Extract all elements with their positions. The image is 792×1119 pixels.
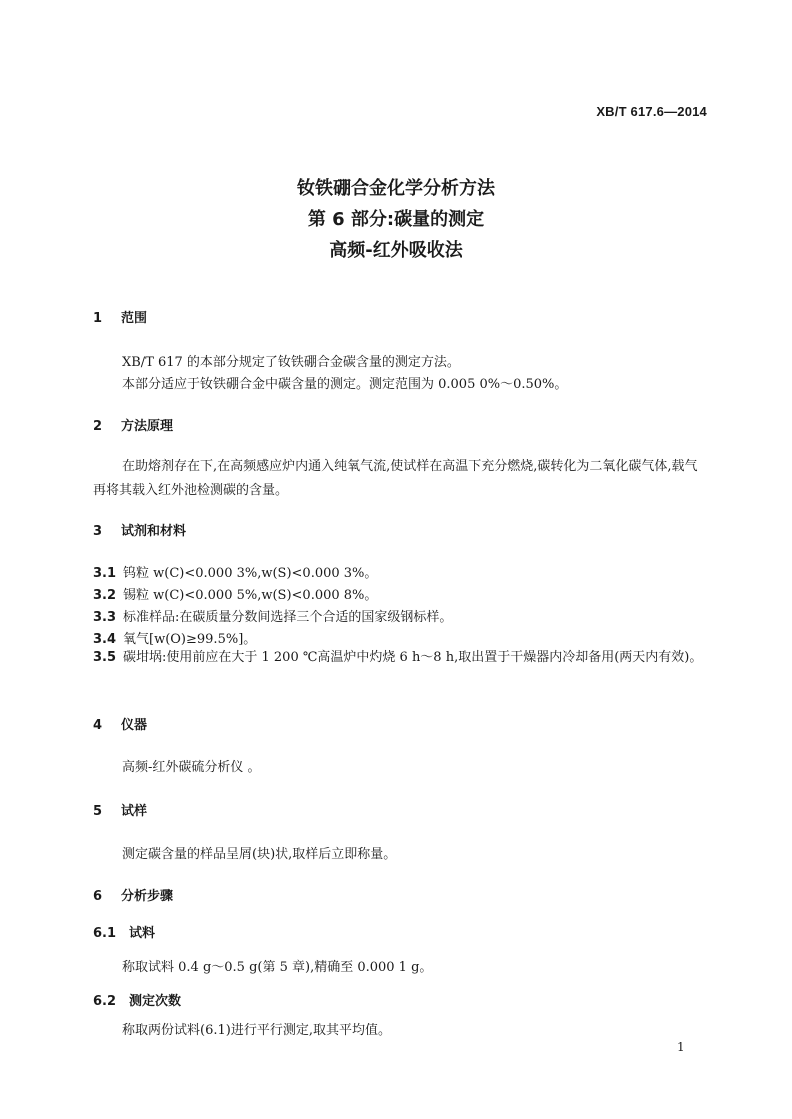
title-line-2: 第 6 部分:碳量的测定	[307, 209, 485, 230]
section-number: 2	[93, 419, 103, 434]
item-number: 3.5	[93, 650, 117, 665]
subsection-6-1-heading	[93, 922, 155, 941]
subsection-title: 测定次数	[129, 994, 182, 1009]
section-title: 分析步骤	[121, 889, 174, 904]
item-text: 标准样品:在碳质量分数间选择三个合适的国家级钢标样。	[123, 610, 453, 625]
section-number: 6	[93, 889, 103, 904]
item-number: 3.3	[93, 610, 117, 625]
section-4-para-1: 高频-红外碳硫分析仪 。	[122, 760, 261, 775]
section-title: 试样	[121, 804, 148, 819]
subsection-number: 6.2	[93, 994, 117, 1009]
subsection-title: 试料	[129, 926, 156, 941]
item-number: 3.4	[93, 632, 117, 647]
title-line-3: 高频-红外吸收法	[329, 240, 463, 261]
section-2-para-1: 在助熔剂存在下,在高频感应炉内通入纯氧气流,使试样在高温下充分燃烧,碳转化为二氧化碳气体,载气再将其载入红外池检测碳的含量。	[93, 459, 698, 498]
list-item-3-5	[93, 646, 705, 669]
item-number: 3.1	[93, 566, 117, 581]
section-5-para-1: 测定碳含量的样品呈屑(块)状,取样后立即称量。	[122, 847, 397, 862]
section-5-heading	[93, 800, 147, 819]
section-title: 范围	[121, 311, 148, 326]
section-number: 4	[93, 718, 103, 733]
section-4-heading	[93, 714, 147, 733]
subsection-6-1-para-1: 称取试料 0.4 g～0.5 g(第 5 章),精确至 0.000 1 g。	[122, 960, 433, 975]
section-6-heading	[93, 885, 173, 904]
list-item-3-1	[93, 562, 377, 581]
section-title: 试剂和材料	[121, 524, 187, 539]
item-text: 碳坩埚:使用前应在大于 1 200 ℃高温炉中灼烧 6 h～8 h,取出置于干燥器内冷却备用(两天内有效)。	[123, 650, 703, 665]
section-number: 3	[93, 524, 103, 539]
section-3-heading	[93, 520, 186, 539]
subsection-6-2-heading	[93, 990, 181, 1009]
title-line-1: 钕铁硼合金化学分析方法	[297, 178, 495, 199]
page-number: 1	[677, 1040, 685, 1054]
section-1-para-1: XB/T 617 的本部分规定了钕铁硼合金碳含量的测定方法。	[122, 355, 460, 370]
section-title: 方法原理	[121, 419, 174, 434]
section-1-heading	[93, 307, 147, 326]
subsection-6-2-para-1: 称取两份试料(6.1)进行平行测定,取其平均值。	[122, 1023, 391, 1038]
section-2-heading	[93, 415, 173, 434]
section-title: 仪器	[121, 718, 148, 733]
item-text: 锡粒 w(C)<0.000 5%,w(S)<0.000 8%。	[123, 588, 378, 603]
subsection-number: 6.1	[93, 926, 117, 941]
item-text: 钨粒 w(C)<0.000 3%,w(S)<0.000 3%。	[123, 566, 378, 581]
list-item-3-2	[93, 584, 377, 603]
item-number: 3.2	[93, 588, 117, 603]
list-item-3-3	[93, 606, 452, 625]
section-number: 1	[93, 311, 103, 326]
item-text: 氧气[w(O)≥99.5%]。	[123, 632, 257, 647]
list-item-3-4	[93, 628, 256, 647]
section-1-para-2: 本部分适应于钕铁硼合金中碳含量的测定。测定范围为 0.005 0%～0.50%。	[122, 377, 568, 392]
standard-number: XB/T 617.6—2014	[596, 104, 707, 119]
section-number: 5	[93, 804, 103, 819]
